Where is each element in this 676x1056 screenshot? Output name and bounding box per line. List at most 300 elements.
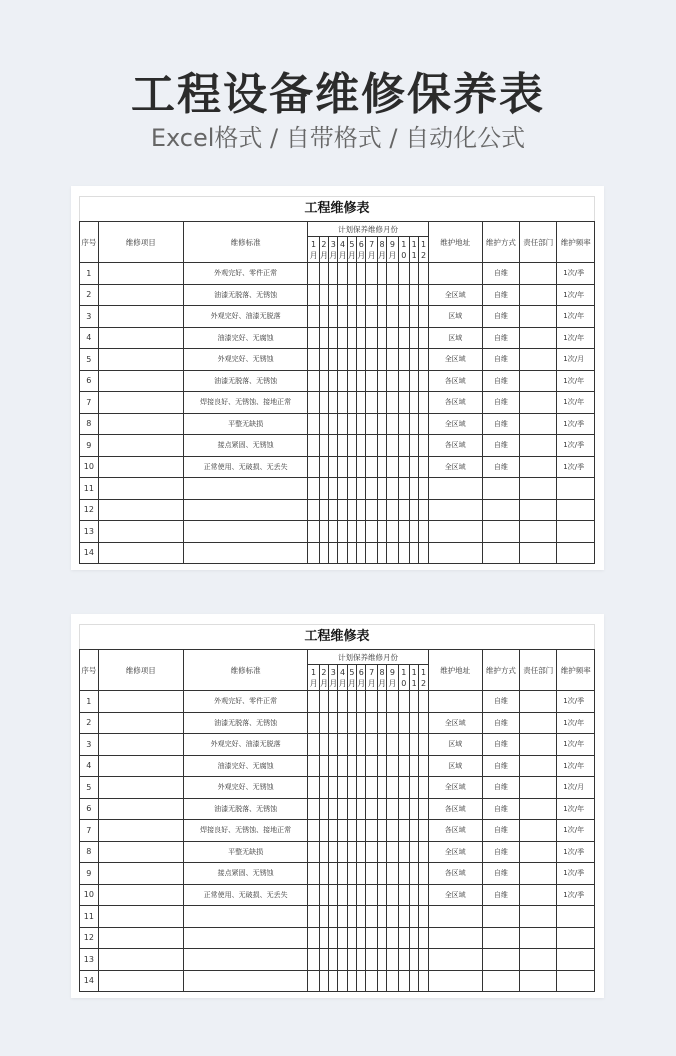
month-header [419, 237, 428, 263]
month-cell [357, 863, 366, 885]
row-department [520, 413, 557, 435]
month-header [308, 665, 319, 691]
row-index: 8 [80, 841, 99, 863]
row-item [98, 392, 183, 414]
month-cell [347, 499, 356, 521]
month-cell [409, 521, 418, 543]
row-method: 自维 [482, 435, 519, 457]
row-location [428, 970, 482, 992]
month-cell [319, 927, 328, 949]
month-digit: 1 [311, 239, 317, 249]
month-cell [357, 970, 366, 992]
month-header [398, 665, 409, 691]
maintenance-table [79, 221, 595, 564]
month-header [366, 237, 377, 263]
row-standard: 外观完好、无锈蚀 [183, 349, 308, 371]
month-cell [419, 712, 428, 734]
row-method [482, 478, 519, 500]
row-index: 13 [80, 949, 99, 971]
month-cell [338, 755, 347, 777]
hero-title: 工程设备维修保养表 [131, 69, 545, 120]
month-cell [329, 456, 338, 478]
month-unit: 1 [411, 250, 417, 260]
row-department [520, 970, 557, 992]
month-cell [338, 906, 347, 928]
month-cell [319, 306, 328, 328]
month-cell [357, 263, 366, 285]
table-row [80, 392, 595, 414]
row-frequency [557, 906, 595, 928]
row-location [428, 478, 482, 500]
header-row [80, 650, 595, 665]
row-standard: 油漆无脱落、无锈蚀 [183, 798, 308, 820]
row-location: 全区域 [428, 777, 482, 799]
row-frequency [557, 542, 595, 564]
month-cell [419, 691, 428, 713]
row-method: 自维 [482, 712, 519, 734]
month-digit: 3 [330, 239, 336, 249]
row-location: 区域 [428, 755, 482, 777]
row-frequency: 1次/年 [557, 798, 595, 820]
month-cell [419, 306, 428, 328]
month-header [366, 665, 377, 691]
row-department [520, 863, 557, 885]
header-frequency: 维护频率 [557, 222, 595, 263]
row-item [98, 712, 183, 734]
month-cell [308, 906, 319, 928]
month-cell [338, 435, 347, 457]
month-cell [347, 820, 356, 842]
row-location: 各区域 [428, 392, 482, 414]
row-item [98, 884, 183, 906]
month-cell [409, 712, 418, 734]
month-cell [398, 413, 409, 435]
row-standard [183, 906, 308, 928]
month-cell [338, 284, 347, 306]
row-location [428, 906, 482, 928]
header-dept: 责任部门 [520, 222, 557, 263]
row-method: 自维 [482, 327, 519, 349]
month-cell [366, 798, 377, 820]
month-cell [419, 499, 428, 521]
row-department [520, 306, 557, 328]
month-cell [338, 691, 347, 713]
month-cell [329, 306, 338, 328]
month-cell [308, 435, 319, 457]
row-department [520, 478, 557, 500]
month-cell [409, 542, 418, 564]
month-cell [357, 370, 366, 392]
row-index: 11 [80, 478, 99, 500]
month-cell [409, 734, 418, 756]
row-department [520, 820, 557, 842]
month-cell [398, 755, 409, 777]
row-method: 自维 [482, 734, 519, 756]
row-item [98, 284, 183, 306]
row-index: 5 [80, 777, 99, 799]
row-index: 2 [80, 284, 99, 306]
month-header [377, 665, 386, 691]
row-standard: 接点紧固、无锈蚀 [183, 435, 308, 457]
month-cell [377, 521, 386, 543]
row-department [520, 755, 557, 777]
month-cell [319, 263, 328, 285]
header-dept: 责任部门 [520, 650, 557, 691]
header-row [80, 222, 595, 237]
month-unit: 月 [367, 250, 376, 260]
month-unit: 月 [309, 250, 318, 260]
row-index: 1 [80, 263, 99, 285]
row-item [98, 478, 183, 500]
month-cell [387, 841, 398, 863]
row-standard: 平整无缺损 [183, 841, 308, 863]
row-location [428, 949, 482, 971]
month-cell [377, 863, 386, 885]
row-method [482, 542, 519, 564]
month-cell [377, 798, 386, 820]
month-cell [419, 413, 428, 435]
month-cell [347, 755, 356, 777]
row-item [98, 906, 183, 928]
month-cell [338, 841, 347, 863]
row-method: 自维 [482, 798, 519, 820]
month-cell [377, 478, 386, 500]
month-cell [398, 820, 409, 842]
row-index: 9 [80, 435, 99, 457]
month-digit: 5 [349, 239, 355, 249]
sheet-preview-card [71, 186, 604, 570]
month-cell [366, 456, 377, 478]
row-index: 13 [80, 521, 99, 543]
month-digit: 1 [420, 239, 427, 249]
month-cell [398, 284, 409, 306]
month-cell [338, 499, 347, 521]
month-unit: 月 [347, 678, 356, 688]
month-cell [409, 349, 418, 371]
month-cell [319, 370, 328, 392]
month-cell [377, 327, 386, 349]
month-cell [377, 413, 386, 435]
month-cell [419, 392, 428, 414]
month-cell [347, 306, 356, 328]
month-cell [329, 392, 338, 414]
row-standard [183, 521, 308, 543]
table-row [80, 349, 595, 371]
month-cell [409, 777, 418, 799]
month-cell [398, 478, 409, 500]
month-cell [419, 777, 428, 799]
month-cell [319, 841, 328, 863]
month-cell [319, 863, 328, 885]
month-cell [409, 927, 418, 949]
month-cell [319, 906, 328, 928]
month-cell [387, 906, 398, 928]
row-item [98, 841, 183, 863]
table-row [80, 906, 595, 928]
table-row [80, 499, 595, 521]
table-row [80, 863, 595, 885]
month-cell [308, 327, 319, 349]
month-cell [347, 349, 356, 371]
row-method: 自维 [482, 820, 519, 842]
month-cell [329, 542, 338, 564]
month-cell [377, 456, 386, 478]
month-cell [387, 863, 398, 885]
month-cell [387, 392, 398, 414]
header-item: 维修项目 [98, 222, 183, 263]
row-department [520, 734, 557, 756]
table-row [80, 712, 595, 734]
month-cell [366, 970, 377, 992]
row-method: 自维 [482, 691, 519, 713]
month-cell [308, 712, 319, 734]
month-cell [319, 456, 328, 478]
row-frequency: 1次/季 [557, 456, 595, 478]
month-cell [377, 820, 386, 842]
month-cell [377, 755, 386, 777]
month-cell [398, 456, 409, 478]
month-cell [357, 949, 366, 971]
sheet-preview-card [71, 614, 604, 998]
month-cell [387, 435, 398, 457]
row-standard [183, 542, 308, 564]
row-department [520, 691, 557, 713]
row-method [482, 949, 519, 971]
month-cell [329, 970, 338, 992]
month-cell [319, 542, 328, 564]
month-cell [409, 798, 418, 820]
month-cell [377, 970, 386, 992]
month-cell [329, 734, 338, 756]
row-method [482, 906, 519, 928]
month-cell [387, 949, 398, 971]
month-digit: 5 [349, 667, 355, 677]
row-index: 10 [80, 884, 99, 906]
month-cell [409, 949, 418, 971]
month-cell [357, 542, 366, 564]
row-item [98, 521, 183, 543]
month-unit: 1 [411, 678, 417, 688]
month-cell [366, 392, 377, 414]
month-cell [409, 691, 418, 713]
month-cell [308, 392, 319, 414]
table-row [80, 691, 595, 713]
row-department [520, 456, 557, 478]
month-digit: 1 [420, 667, 427, 677]
month-cell [357, 798, 366, 820]
month-cell [347, 435, 356, 457]
month-cell [329, 777, 338, 799]
month-digit: 9 [389, 667, 395, 677]
row-standard: 外观完好、油漆无脱落 [183, 734, 308, 756]
row-department [520, 327, 557, 349]
month-cell [366, 712, 377, 734]
month-cell [347, 456, 356, 478]
month-unit: 月 [347, 250, 356, 260]
row-item [98, 798, 183, 820]
month-cell [329, 413, 338, 435]
row-frequency [557, 970, 595, 992]
month-cell [409, 370, 418, 392]
row-index: 9 [80, 863, 99, 885]
month-cell [308, 306, 319, 328]
month-cell [347, 734, 356, 756]
month-header [377, 237, 386, 263]
month-digit: 1 [311, 667, 317, 677]
table-row [80, 327, 595, 349]
row-method: 自维 [482, 306, 519, 328]
month-cell [419, 456, 428, 478]
month-cell [398, 777, 409, 799]
row-department [520, 798, 557, 820]
month-cell [409, 456, 418, 478]
row-frequency [557, 521, 595, 543]
row-index: 7 [80, 820, 99, 842]
row-standard: 外观完好、油漆无脱落 [183, 306, 308, 328]
month-cell [308, 521, 319, 543]
row-item [98, 734, 183, 756]
row-index: 4 [80, 755, 99, 777]
month-unit: 月 [388, 678, 397, 688]
row-department [520, 263, 557, 285]
month-cell [398, 691, 409, 713]
month-cell [308, 413, 319, 435]
month-header [319, 665, 328, 691]
month-cell [398, 970, 409, 992]
month-cell [329, 263, 338, 285]
month-header [387, 237, 398, 263]
month-cell [366, 413, 377, 435]
row-location: 全区域 [428, 413, 482, 435]
month-cell [338, 970, 347, 992]
month-cell [377, 691, 386, 713]
month-cell [419, 521, 428, 543]
month-header [357, 665, 366, 691]
month-cell [387, 777, 398, 799]
month-cell [329, 884, 338, 906]
month-cell [377, 349, 386, 371]
row-index: 3 [80, 734, 99, 756]
month-digit: 1 [411, 667, 417, 677]
month-cell [329, 370, 338, 392]
row-department [520, 884, 557, 906]
month-cell [366, 327, 377, 349]
month-unit: 0 [401, 250, 407, 260]
month-cell [329, 521, 338, 543]
table-row [80, 306, 595, 328]
month-cell [329, 755, 338, 777]
month-cell [398, 263, 409, 285]
row-index: 1 [80, 691, 99, 713]
row-item [98, 970, 183, 992]
row-location [428, 691, 482, 713]
month-cell [377, 841, 386, 863]
month-unit: 2 [420, 250, 427, 260]
month-cell [357, 456, 366, 478]
row-standard [183, 970, 308, 992]
month-cell [387, 349, 398, 371]
month-cell [308, 970, 319, 992]
row-frequency: 1次/月 [557, 349, 595, 371]
month-cell [329, 949, 338, 971]
row-index: 4 [80, 327, 99, 349]
month-cell [366, 370, 377, 392]
row-location [428, 521, 482, 543]
row-method: 自维 [482, 284, 519, 306]
month-cell [319, 820, 328, 842]
month-cell [357, 327, 366, 349]
row-item [98, 499, 183, 521]
month-cell [308, 691, 319, 713]
month-cell [387, 542, 398, 564]
row-index: 6 [80, 370, 99, 392]
row-standard: 油漆无脱落、无锈蚀 [183, 284, 308, 306]
month-cell [419, 798, 428, 820]
row-frequency [557, 478, 595, 500]
table-row [80, 478, 595, 500]
table-row [80, 456, 595, 478]
month-unit: 月 [319, 678, 328, 688]
row-frequency: 1次/年 [557, 327, 595, 349]
month-cell [347, 949, 356, 971]
month-cell [329, 798, 338, 820]
month-cell [366, 263, 377, 285]
month-cell [387, 413, 398, 435]
table-row [80, 798, 595, 820]
month-cell [409, 499, 418, 521]
month-cell [387, 499, 398, 521]
month-cell [366, 542, 377, 564]
month-cell [308, 755, 319, 777]
month-cell [387, 970, 398, 992]
month-cell [319, 413, 328, 435]
month-cell [398, 392, 409, 414]
month-cell [319, 884, 328, 906]
month-cell [308, 820, 319, 842]
header-plan-month: 计划保养维修月份 [308, 222, 428, 237]
month-cell [409, 863, 418, 885]
row-index: 11 [80, 906, 99, 928]
row-method: 自维 [482, 841, 519, 863]
month-cell [308, 284, 319, 306]
table-row [80, 927, 595, 949]
row-frequency: 1次/年 [557, 734, 595, 756]
row-item [98, 306, 183, 328]
month-cell [419, 435, 428, 457]
month-cell [319, 734, 328, 756]
month-cell [338, 478, 347, 500]
month-cell [357, 777, 366, 799]
row-frequency [557, 949, 595, 971]
month-cell [357, 734, 366, 756]
month-cell [319, 499, 328, 521]
month-cell [409, 306, 418, 328]
month-cell [347, 284, 356, 306]
month-cell [377, 927, 386, 949]
month-cell [338, 370, 347, 392]
month-unit: 0 [401, 678, 407, 688]
row-location: 各区域 [428, 435, 482, 457]
month-cell [319, 349, 328, 371]
month-cell [308, 370, 319, 392]
month-cell [366, 306, 377, 328]
table-row [80, 949, 595, 971]
row-method [482, 927, 519, 949]
month-cell [398, 927, 409, 949]
month-cell [338, 392, 347, 414]
month-cell [338, 521, 347, 543]
month-cell [366, 863, 377, 885]
